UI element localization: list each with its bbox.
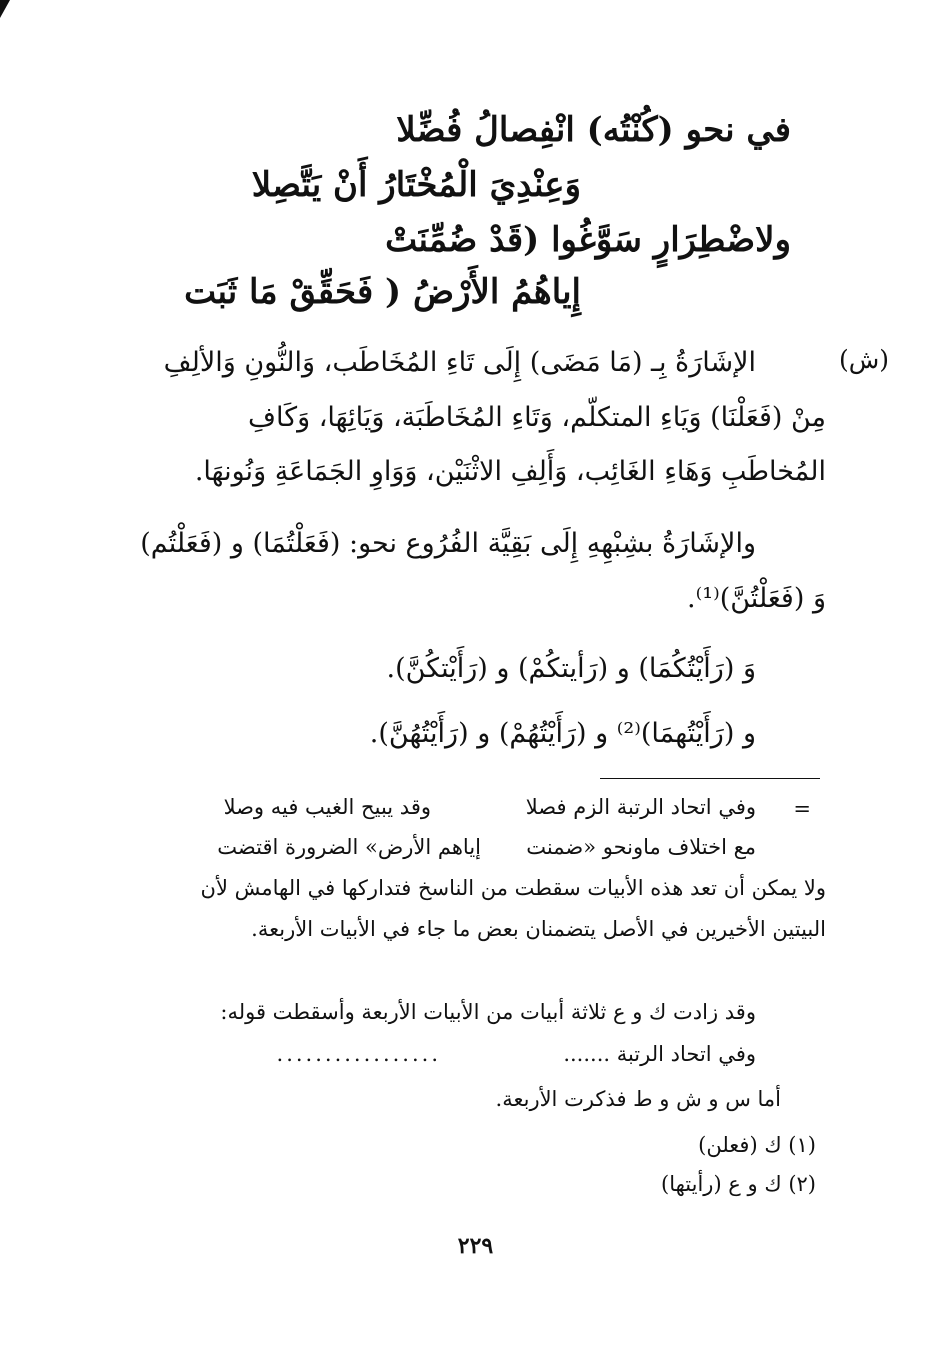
commentary-line-1: الإشَارَةُ بِـ (مَا مَضَى) إِلَى تَاءِ المُخَاطَب، وَالنُّونِ وَالألِفِ	[163, 347, 756, 378]
page-number: ٢٢٩	[457, 1233, 494, 1259]
footnote-continuation-mark: =	[793, 797, 811, 821]
verse-line-4: إِياهُمُ الأَرْضُ ( فَحَقِّقْ مَا ثَبَت	[184, 272, 581, 312]
footnote-poem-1-left: وقد يبيح الغيب فيه وصلا	[223, 795, 431, 819]
footnote-rule	[600, 778, 820, 779]
footnote-para-2-line-2-right: وفي اتحاد الرتبة .......	[563, 1042, 756, 1066]
footnote-para-1-line-2: البيتين الأخيرين في الأصل يتضمنان بعض ما جاء في الأبيات الأربعة.	[251, 917, 826, 941]
commentary-line-7: و (رَأَيْتُهمَا)⁽²⁾ و (رَأَيْتُهُمْ) و (رَأَيْتُهُنَّ).	[369, 718, 756, 749]
footnote-poem-1-right: وفي اتحاد الرتبة الزم فصلا	[525, 795, 756, 819]
commentary-line-4: والإشَارَةُ بشِبْهِهِ إِلَى بَقِيَّة الفُرُوع نحو: (فَعَلْتُمَا) و (فَعَلْتُم)	[140, 528, 756, 559]
footnote-para-2-line-2-left: .................	[276, 1042, 441, 1066]
corner-mark	[0, 0, 10, 18]
commentary-line-2: مِنْ (فَعَلْنَا) وَيَاءِ المتكلّم، وَتَاءِ المُخَاطَبَة، وَيَائِهَا، وَكَافِ	[248, 402, 826, 433]
commentary-line-5: وَ (فَعَلْتُنَّ)⁽¹⁾.	[687, 583, 826, 614]
footnote-para-1-line-1: ولا يمكن أن تعد هذه الأبيات سقطت من الناسخ فتداركها في الهامش لأن	[200, 876, 826, 900]
footnote-2: (٢) ك و ع (رأيتها)	[661, 1172, 816, 1196]
verse-line-2: وَعِنْدِيَ الْمُخْتَارُ أَنْ يَتَّصِلا	[251, 165, 581, 205]
commentary-label: (ش)	[838, 345, 889, 374]
footnote-para-2-line-1: وقد زادت ك و ع ثلاثة أبيات من الأبيات الأربعة وأسقطت قوله:	[220, 1000, 756, 1024]
footnote-poem-2-right: مع اختلاف ماونحو «ضمنت	[526, 835, 756, 859]
verse-line-3: ولاضْطِرَارٍ سَوَّغُوا (قَدْ ضُمِّنَتْ	[385, 220, 791, 260]
commentary-line-3: المُخاطَبِ وَهَاءِ الغَائِب، وَأَلِفِ الاثْنَيْن، وَوَاوِ الجَمَاعَةِ وَنُونهَا.	[194, 456, 826, 487]
commentary-line-6: وَ (رَأَيْتُكُمَا) و (رَأيتكُمْ) و (رَأَيْتكُنَّ).	[386, 653, 756, 684]
footnote-1: (١) ك (فعلن)	[698, 1133, 816, 1157]
footnote-poem-2-left: إياهم الأرض» الضرورة اقتضت	[217, 835, 481, 859]
footnote-para-3: أما س و ش و ط فذكرت الأربعة.	[495, 1087, 781, 1111]
verse-line-1: في نحو (كُنْتُه) انْفِصالُ فُضِّلا	[396, 110, 791, 150]
